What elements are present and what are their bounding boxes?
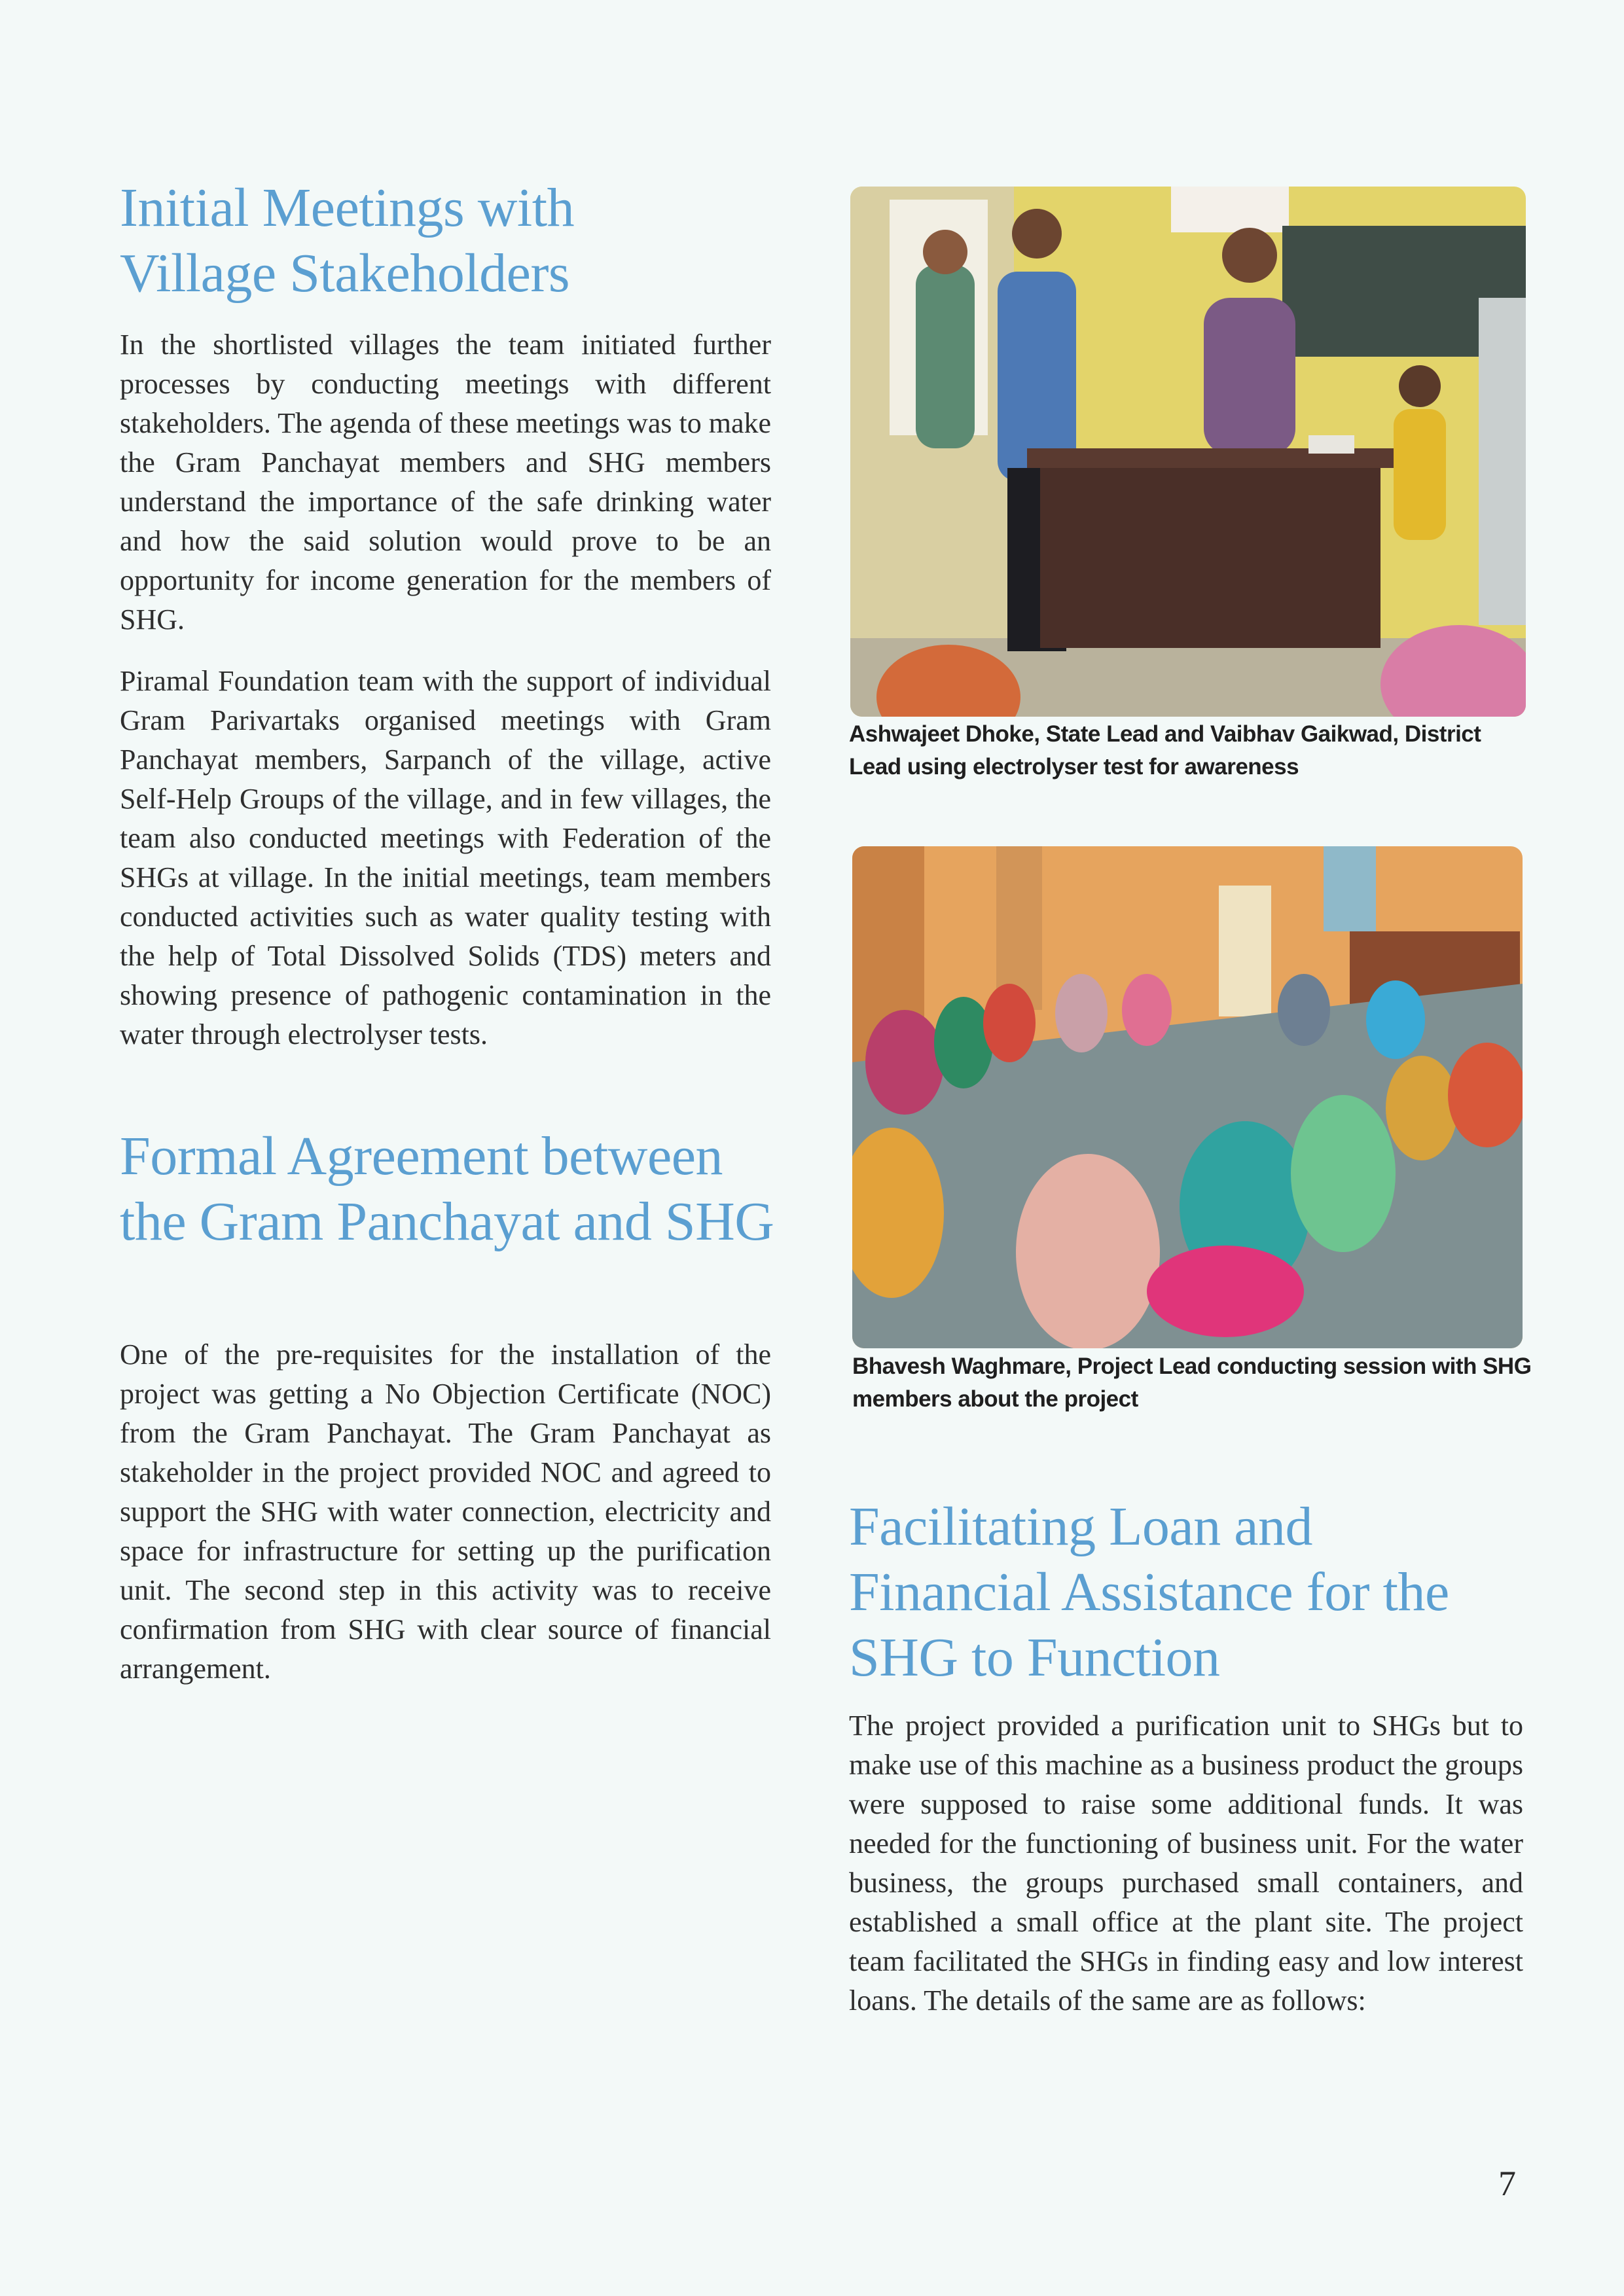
agreement-paragraph: One of the pre-requisites for the installation of the project was getting a No Objection Certificate (NOC) from the Gram Panchayat. The Gram Panchayat as stakeholder in the project provided NOC and agreed to support the SHG with water connection, electricity and space for infrastructure for setting up the purification unit. The second step in this activity was to receive confirmation from SHG with clear source of financial arrangement.: [120, 1338, 771, 1685]
meeting-photo-caption: Ashwajeet Dhoke, State Lead and Vaibhav Gaikwad, District Lead using electrolyser test for awareness: [849, 721, 1481, 780]
agreement-heading: Formal Agreement between the Gram Panchayat and SHG: [120, 1126, 774, 1252]
loan-paragraph: The project provided a purification unit to SHGs but to make use of this machine as a business product the groups were supposed to raise some additional funds. It was needed for the functioning of business unit. For the water business, the groups purchased small containers, and established a small office at the plant site. The project team facilitated the SHGs in finding easy and low interest loans. The details of the same are as follows:: [849, 1710, 1523, 2017]
loan-heading: Facilitating Loan and Financial Assistance for the SHG to Function: [849, 1496, 1449, 1688]
meeting-photo: [850, 187, 1526, 717]
meetings-paragraph-2: Piramal Foundation team with the support of individual Gram Parivartaks organised meetings with Gram Panchayat members, Sarpanch of the village, active Self-Help Groups of the village, and in few villages, the team also conducted meetings with Federation of the SHGs at village. In the initial meetings, team members conducted activities such as water quality testing with the help of Total Dissolved Solids (TDS) meters and showing presence of pathogenic contamination in the water through electrolyser tests.: [120, 665, 771, 1050]
session-photo: [852, 846, 1523, 1348]
meetings-heading: Initial Meetings with Village Stakeholders: [120, 177, 575, 304]
meetings-paragraph-1: In the shortlisted villages the team initiated further processes by conducting meetings with different stakeholders. The agenda of these meetings was to make the Gram Panchayat members and SHG members understand the importance of the safe drinking water and how the said solution would prove to be an opportunity for income generation for the members of SHG.: [120, 329, 771, 636]
page-number: 7: [1498, 2164, 1516, 2203]
session-photo-caption: Bhavesh Waghmare, Project Lead conducting session with SHG members about the project: [852, 1354, 1532, 1412]
